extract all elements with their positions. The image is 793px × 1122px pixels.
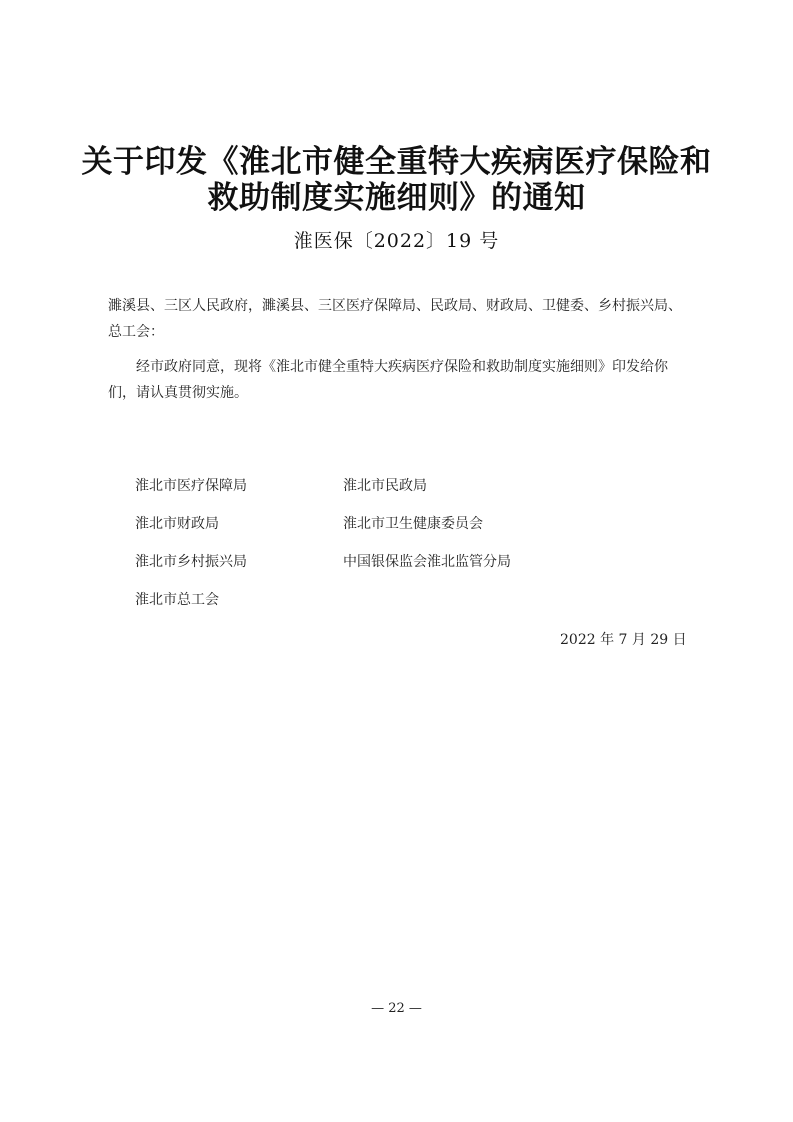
issuer-trade-union: 淮北市总工会 [135, 592, 219, 608]
document-title-line-2: 救助制度实施细则》的通知 [207, 180, 586, 216]
document-title-line-1: 关于印发《淮北市健全重特大疾病医疗保险和 [81, 144, 712, 180]
issuer-civil-affairs-bureau: 淮北市民政局 [343, 478, 427, 494]
issue-date: 2022 年 7 月 29 日 [560, 632, 687, 648]
body-paragraph: 经市政府同意，现将《淮北市健全重特大疾病医疗保险和救助制度实施细则》印发给你们，请认真贯彻实施。 [108, 359, 668, 401]
document-number: 淮医保〔2022〕19 号 [293, 230, 500, 252]
issuer-medical-security-bureau: 淮北市医疗保障局 [135, 478, 247, 494]
issuer-rural-revitalization-bureau: 淮北市乡村振兴局 [135, 554, 247, 570]
issuer-finance-bureau: 淮北市财政局 [135, 516, 219, 532]
addressee-paragraph: 濉溪县、三区人民政府，濉溪县、三区医疗保障局、民政局、财政局、卫健委、乡村振兴局、总工会： [108, 298, 682, 340]
issuer-health-commission: 淮北市卫生健康委员会 [343, 516, 483, 532]
page-number: — 22 — [371, 1001, 422, 1016]
issuer-banking-insurance-regulatory-branch: 中国银保监会淮北监管分局 [343, 554, 511, 570]
